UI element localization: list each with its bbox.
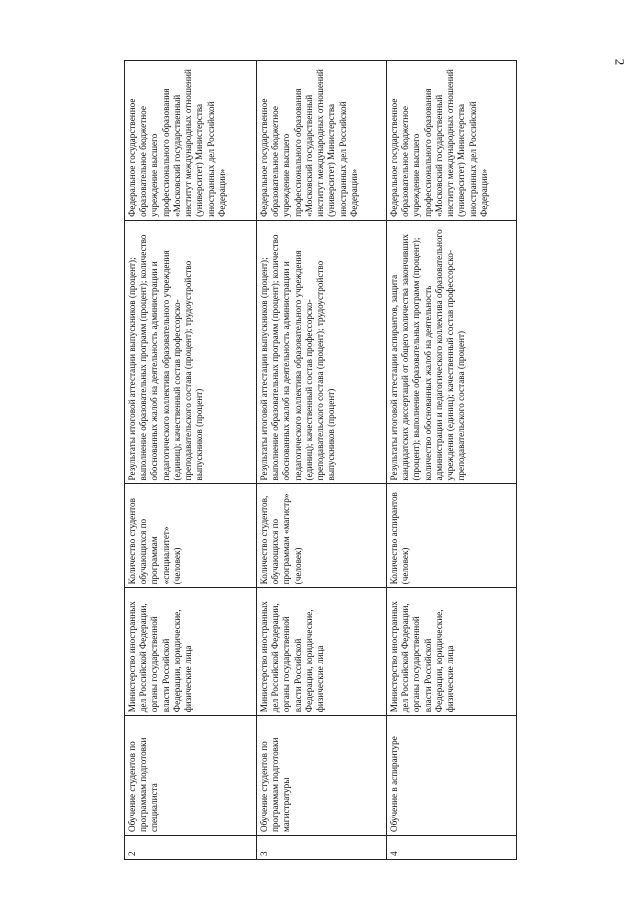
page-number: 2 [612, 58, 628, 66]
volume-indicator: Количество студентов, обучающихся по программам «магистр» (человек) [257, 484, 387, 588]
consumers: Министерство иностранных дел Российской Федерации, органы государственной власти Российской Федерации, юридические, физические лица [387, 588, 517, 716]
row-number: 2 [125, 836, 257, 860]
consumers: Министерство иностранных дел Российской Федерации, органы государственной власти Российской Федерации, юридические, физические лица [257, 588, 387, 716]
service-name: Обучение студентов по программам подготовки специалиста [125, 716, 257, 836]
table-row [257, 61, 387, 860]
quality-indicators: Результаты итоговой аттестации выпускников (процент); выполнение образовательных программ (процент); количество обоснованных жалоб на деятельность администрации и педагогического коллектива образовательного учреждения (единиц); качественный состав профессорско-преподавательского состава (процент); трудоустройство выпускников (процент) [257, 220, 387, 484]
quality-indicators: Результаты итоговой аттестации аспирантов, защита кандидатских диссертаций от общего количества закончивших (процент); выполнение образовательных программ (процент); количество обоснованных жалоб на деятельность администрации и педагогического коллектива образовательного учреждения (единиц); качественный состав профессорско-преподавательского состава (процент) [387, 220, 517, 484]
table-row [387, 61, 517, 860]
service-name: Обучение студентов по программам подготовки магистратуры [257, 716, 387, 836]
table-row [125, 61, 257, 860]
rotated-table-container [124, 60, 516, 860]
service-name: Обучение в аспирантуре [387, 716, 517, 836]
provider: Федеральное государственное образовательное бюджетное учреждение высшего профессионального образования «Московский государственный институт международных отношений (университет) Министерства иностранных дел Российской Федерации» [387, 61, 517, 221]
services-table [124, 60, 517, 860]
quality-indicators: Результаты итоговой аттестации выпускников (процент); выполнение образовательных программ (процент); количество обоснованных жалоб на деятельность администрации и педагогического коллектива образовательного учреждения (единиц); качественный состав профессорско-преподавательского состава (процент); трудоустройство выпускников (процент) [125, 220, 257, 484]
provider: Федеральное государственное образовательное бюджетное учреждение высшего профессионального образования «Московский государственный институт международных отношений (университет) Министерства иностранных дел Российской Федерации» [125, 61, 257, 221]
consumers: Министерство иностранных дел Российской Федерации, органы государственной власти Российской Федерации, юридические, физические лица [125, 588, 257, 716]
volume-indicator: Количество аспирантов (человек) [387, 484, 517, 588]
row-number: 3 [257, 836, 387, 860]
volume-indicator: Количество студентов обучающихся по программам «специалитет» (человек) [125, 484, 257, 588]
row-number: 4 [387, 836, 517, 860]
provider: Федеральное государственное образовательное бюджетное учреждение высшего профессионального образования «Московский государственный институт международных отношений (университет) Министерства иностранных дел Российской Федерации» [257, 61, 387, 221]
